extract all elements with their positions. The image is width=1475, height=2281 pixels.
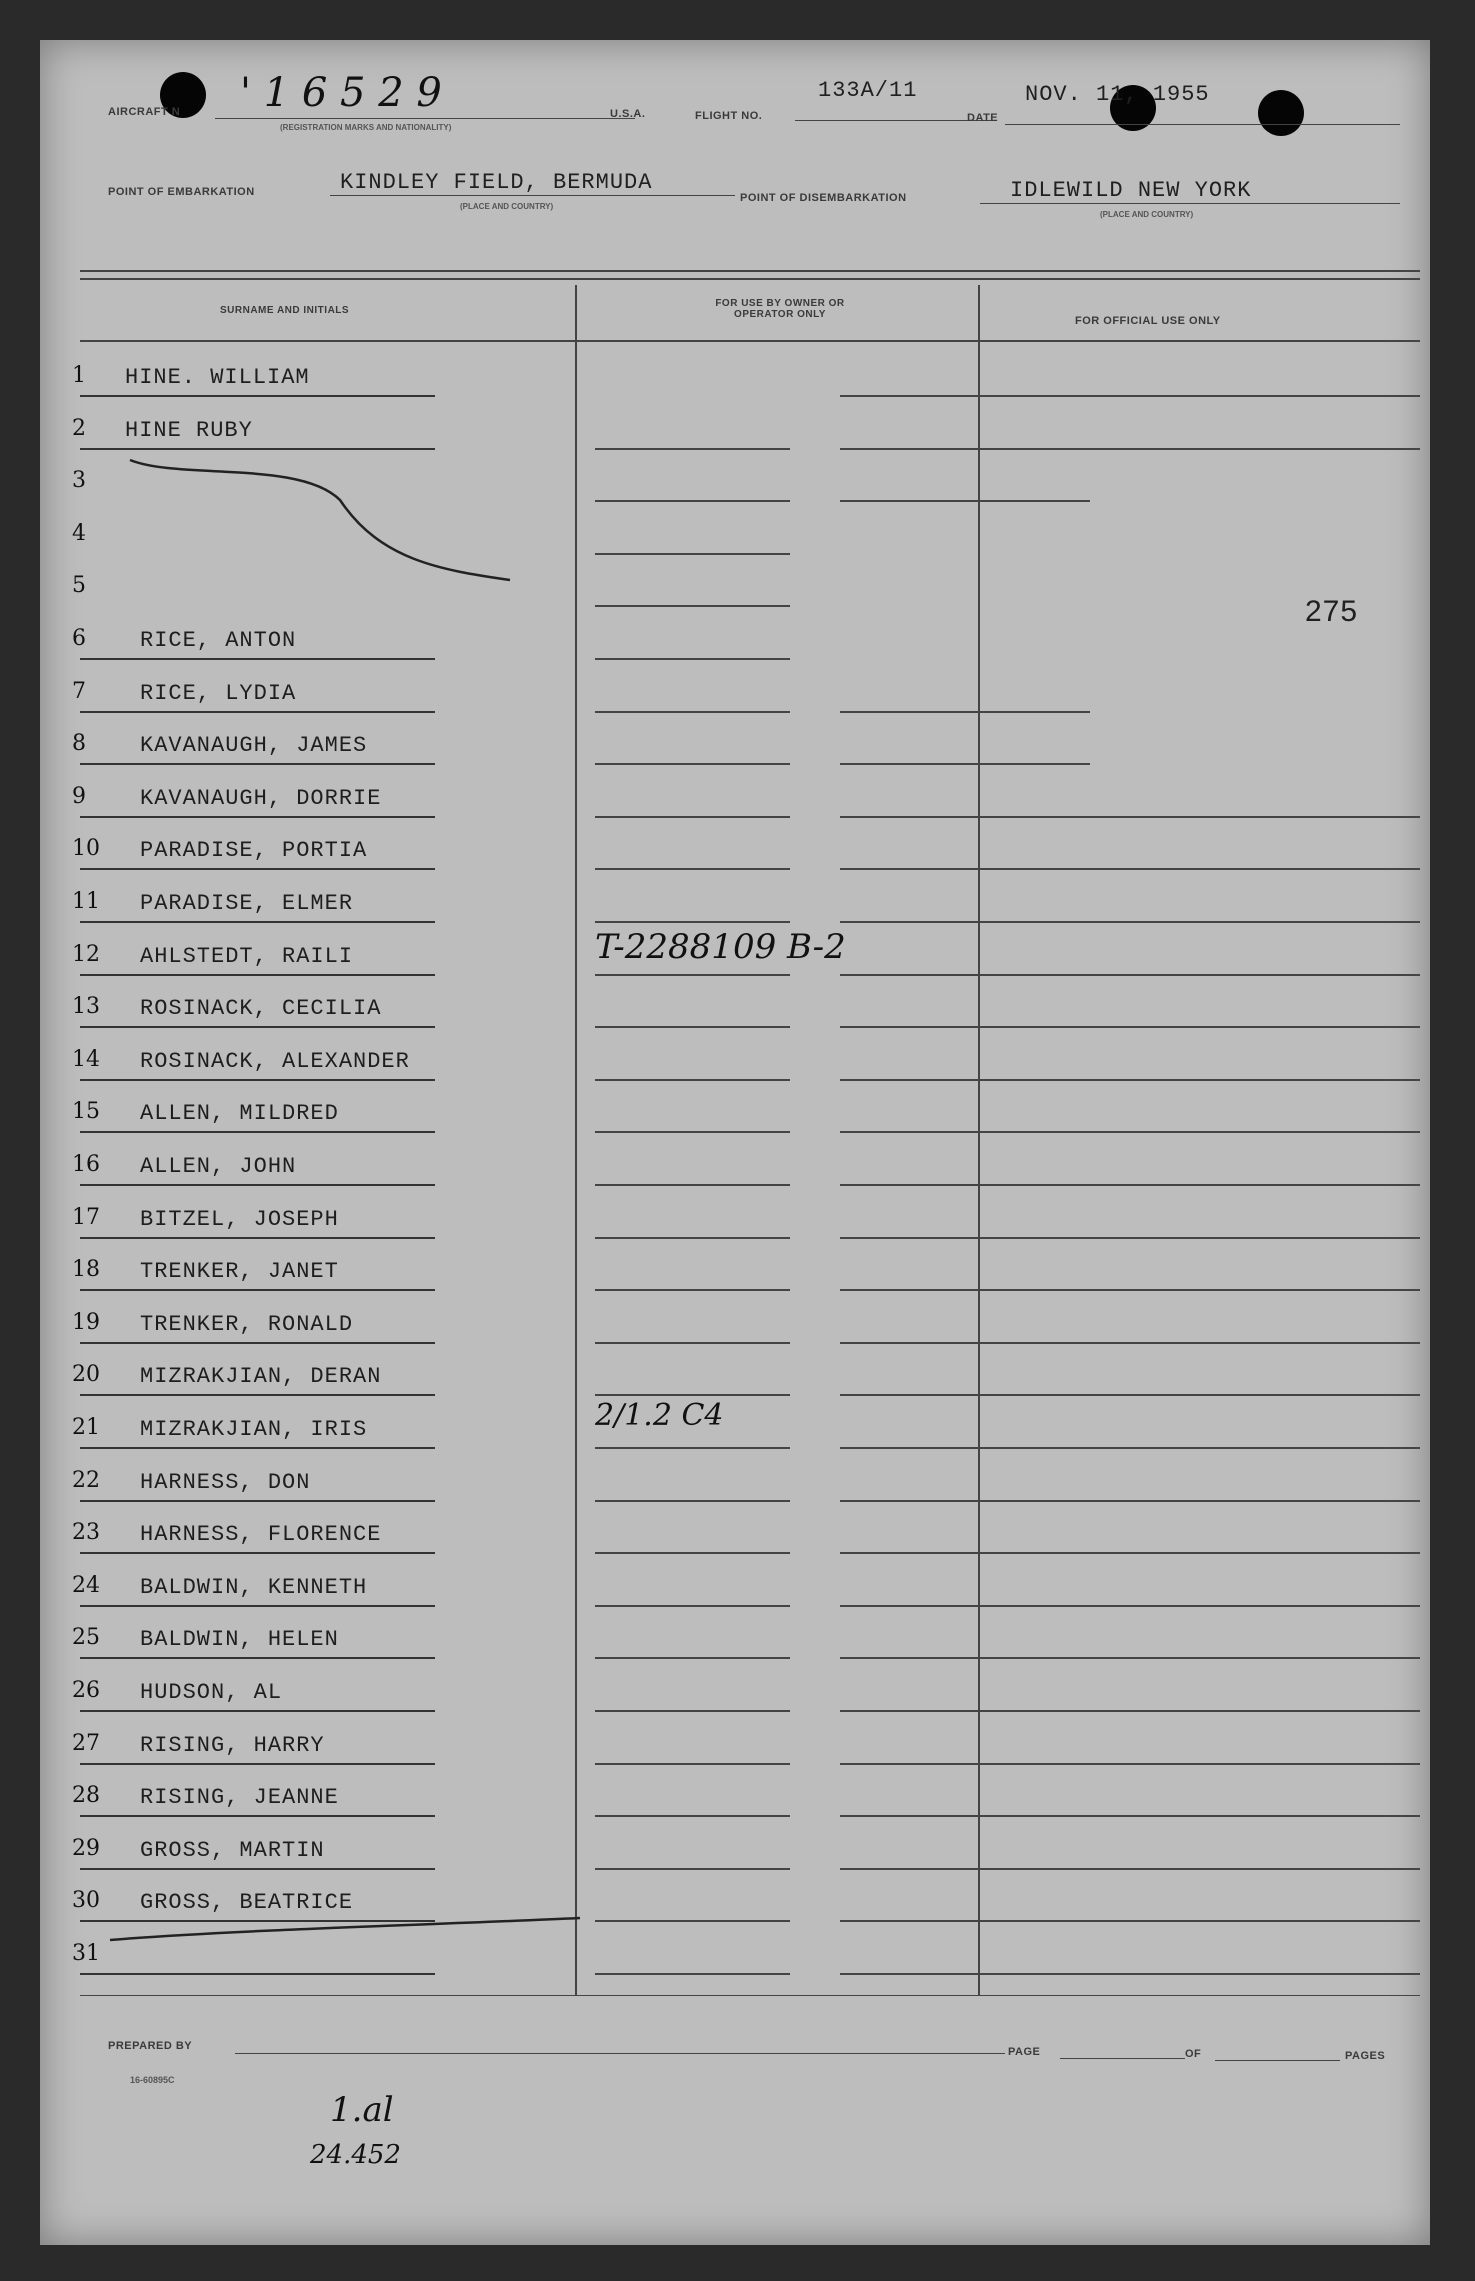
owner-rule [595,1973,790,1975]
row-number: 30 [72,1888,100,1914]
passenger-name: MIZRAKJIAN, IRIS [140,1417,368,1442]
handwritten-note: 2/1.2 C4 [595,1398,724,1433]
official-rule [840,1184,1420,1186]
name-rule [80,763,435,765]
owner-rule [595,1500,790,1502]
name-rule [80,1552,435,1554]
official-rule [840,1026,1420,1028]
owner-rule [595,1657,790,1659]
passenger-name: HINE. WILLIAM [125,365,310,390]
passenger-name: ROSINACK, CECILIA [140,996,382,1022]
official-rule [840,500,1090,502]
row-number: 5 [72,573,86,599]
registration-caption: (REGISTRATION MARKS AND NATIONALITY) [280,123,452,132]
name-rule [80,1131,435,1133]
row-number: 23 [72,1520,100,1546]
passenger-name: RISING, HARRY [140,1732,325,1758]
passenger-row [40,1354,1430,1406]
name-rule [80,1079,435,1081]
passenger-name: RICE, LYDIA [140,680,297,706]
name-rule [80,1184,435,1186]
owner-rule [595,763,790,765]
aircraft-registration: ' 1 6 5 2 9 [240,70,442,116]
owner-rule [595,1868,790,1870]
name-rule [80,868,435,870]
official-rule [840,1605,1420,1607]
owner-rule [595,1131,790,1133]
passenger-row [40,1828,1430,1880]
owner-rule [595,553,790,555]
place-caption: (PLACE AND COUNTRY) [1100,210,1194,219]
owner-column-header: FOR USE BY OWNER OR OPERATOR ONLY [715,298,845,320]
owner-rule [595,1184,790,1186]
passenger-row [40,1933,1430,1985]
name-rule [80,1920,435,1922]
passenger-name: AHLSTEDT, RAILI [140,943,354,969]
passenger-row [40,986,1430,1038]
passenger-name: HINE RUBY [125,417,253,443]
official-rule [840,1289,1420,1291]
row-number: 10 [72,836,100,862]
passenger-name: BITZEL, JOSEPH [140,1206,339,1232]
owner-rule [595,711,790,713]
row-number: 28 [72,1783,100,1809]
name-rule [80,1394,435,1396]
passenger-name: RICE, ANTON [140,628,297,653]
row-number: 3 [72,468,86,494]
manifest-sheet [40,40,1430,2245]
flight-no-label: FLIGHT NO. [695,110,763,122]
row-number: 25 [72,1625,100,1651]
passenger-name: MIZRAKJIAN, DERAN [140,1364,382,1390]
embarkation-label: POINT OF EMBARKATION [108,186,255,198]
name-rule [80,1605,435,1607]
official-rule [840,1500,1420,1502]
passenger-name: PARADISE, PORTIA [140,838,368,864]
row-number: 6 [72,626,86,651]
name-rule [80,1868,435,1870]
owner-rule [595,658,790,660]
row-number: 16 [72,1152,100,1177]
handwritten-note: T-2288109 B-2 [595,927,846,967]
owner-rule [595,921,790,923]
passenger-name: BALDWIN, KENNETH [140,1574,368,1600]
row-number: 20 [72,1362,100,1388]
pages-label: PAGES [1345,2050,1386,2062]
official-rule [840,868,1420,870]
date-value: NOV. 11, 1955 [1025,82,1210,107]
date-label: DATE [967,112,999,124]
official-rule [840,1815,1420,1817]
prepared-by-label: PREPARED BY [108,2040,193,2052]
row-number: 22 [72,1467,100,1493]
owner-rule [595,1342,790,1344]
official-column-header: FOR OFFICIAL USE ONLY [1075,315,1221,327]
page-label: PAGE [1008,2046,1041,2058]
official-rule [840,1237,1420,1239]
official-number: 275 [1305,595,1359,628]
name-rule [80,1500,435,1502]
name-rule [80,1710,435,1712]
passenger-row [40,408,1430,460]
passenger-name: HARNESS, FLORENCE [140,1522,382,1548]
official-rule [840,763,1090,765]
passenger-row [40,1249,1430,1301]
row-number: 18 [72,1257,100,1283]
row-number: 26 [72,1678,100,1703]
official-rule [840,921,1420,923]
passenger-name: GROSS, MARTIN [140,1837,325,1863]
name-rule [80,1289,435,1291]
passenger-row [40,1670,1430,1722]
row-number: 12 [72,941,100,967]
passenger-name: ALLEN, JOHN [140,1154,297,1179]
name-rule [80,448,435,450]
passenger-row [40,355,1430,407]
name-rule [80,816,435,818]
owner-rule [595,1237,790,1239]
passenger-row [40,1039,1430,1091]
handwritten-footer-1: 1.al [330,2090,394,2130]
passenger-row [40,1302,1430,1354]
row-number: 8 [72,731,86,757]
official-rule [840,395,1420,397]
owner-rule [595,448,790,450]
passenger-row [40,881,1430,933]
passenger-name: HUDSON, AL [140,1680,283,1705]
embarkation-value: KINDLEY FIELD, BERMUDA [340,170,653,195]
owner-rule [595,1763,790,1765]
passenger-name: KAVANAUGH, DORRIE [140,785,382,811]
disembarkation-label: POINT OF DISEMBARKATION [740,192,907,204]
owner-rule [595,974,790,976]
passenger-name: ROSINACK, ALEXANDER [140,1048,410,1074]
official-rule [840,448,1420,450]
passenger-row [40,565,1430,617]
owner-rule [595,868,790,870]
official-rule [840,711,1090,713]
row-number: 31 [72,1941,100,1966]
name-rule [80,658,435,660]
handwritten-footer-2: 24.452 [310,2140,401,2170]
passenger-row [40,776,1430,828]
official-rule [840,1447,1420,1449]
passenger-name: KAVANAUGH, JAMES [140,733,368,759]
official-rule [840,1394,1420,1396]
passenger-row [40,1091,1430,1143]
row-number: 14 [72,1046,100,1072]
official-rule [840,1131,1420,1133]
passenger-name: TRENKER, RONALD [140,1311,354,1337]
name-rule [80,395,435,397]
official-rule [840,974,1420,976]
row-number: 24 [72,1572,100,1598]
owner-rule [595,605,790,607]
passenger-row [40,1512,1430,1564]
passenger-row [40,513,1430,565]
flight-number: 133A/11 [818,78,918,103]
aircraft-label: AIRCRAFT N [108,106,181,118]
passenger-row [40,1565,1430,1617]
name-rule [80,1026,435,1028]
owner-rule [595,1447,790,1449]
row-number: 9 [72,783,86,809]
passenger-name: PARADISE, ELMER [140,891,354,916]
passenger-name: HARNESS, DON [140,1469,311,1495]
row-number: 15 [72,1099,100,1125]
owner-rule [595,1605,790,1607]
passenger-name: BALDWIN, HELEN [140,1627,339,1653]
owner-rule [595,1026,790,1028]
name-rule [80,1237,435,1239]
passenger-name: GROSS, BEATRICE [140,1890,354,1916]
row-number: 7 [72,678,86,704]
row-number: 2 [72,415,86,441]
official-rule [840,1973,1420,1975]
owner-rule [595,1920,790,1922]
official-rule [840,1868,1420,1870]
passenger-row [40,618,1430,670]
official-rule [840,1657,1420,1659]
passenger-row [40,934,1430,986]
name-rule [80,1973,435,1975]
passenger-row [40,723,1430,775]
official-rule [840,1920,1420,1922]
of-label: OF [1185,2048,1202,2060]
name-rule [80,974,435,976]
usa-label: U.S.A. [610,108,646,120]
form-code: 16-60895C [130,2075,175,2085]
name-rule [80,1342,435,1344]
owner-rule [595,1289,790,1291]
owner-rule [595,500,790,502]
owner-rule [595,1394,790,1396]
owner-rule [595,1079,790,1081]
name-rule [80,921,435,923]
passenger-row [40,828,1430,880]
disembarkation-value: IDLEWILD NEW YORK [1010,178,1252,203]
row-number: 29 [72,1835,100,1861]
row-number: 13 [72,994,100,1020]
owner-rule [595,816,790,818]
passenger-name: ALLEN, MILDRED [140,1101,339,1127]
owner-rule [595,1552,790,1554]
place-caption: (PLACE AND COUNTRY) [460,202,554,211]
row-number: 4 [72,520,86,546]
passenger-row [40,1775,1430,1827]
passenger-row [40,1197,1430,1249]
owner-rule [595,1815,790,1817]
official-rule [840,1079,1420,1081]
passenger-row [40,1460,1430,1512]
passenger-row [40,1407,1430,1459]
name-rule [80,1447,435,1449]
passenger-row [40,460,1430,512]
official-rule [840,816,1420,818]
passenger-row [40,671,1430,723]
official-rule [840,1763,1420,1765]
owner-rule [595,1710,790,1712]
row-number: 27 [72,1730,100,1756]
official-rule [840,1552,1420,1554]
passenger-row [40,1144,1430,1196]
passenger-name: RISING, JEANNE [140,1785,339,1811]
row-number: 11 [72,889,100,914]
name-rule [80,1763,435,1765]
official-rule [840,1710,1420,1712]
surname-column-header: SURNAME AND INITIALS [220,305,350,316]
row-number: 21 [72,1415,100,1440]
passenger-row [40,1880,1430,1932]
punch-hole [1258,90,1304,136]
name-rule [80,1657,435,1659]
name-rule [80,1815,435,1817]
passenger-row [40,1617,1430,1669]
row-number: 1 [72,363,86,388]
row-number: 17 [72,1204,100,1230]
name-rule [80,711,435,713]
passenger-row [40,1723,1430,1775]
official-rule [840,1342,1420,1344]
passenger-name: TRENKER, JANET [140,1259,339,1285]
row-number: 19 [72,1309,100,1335]
